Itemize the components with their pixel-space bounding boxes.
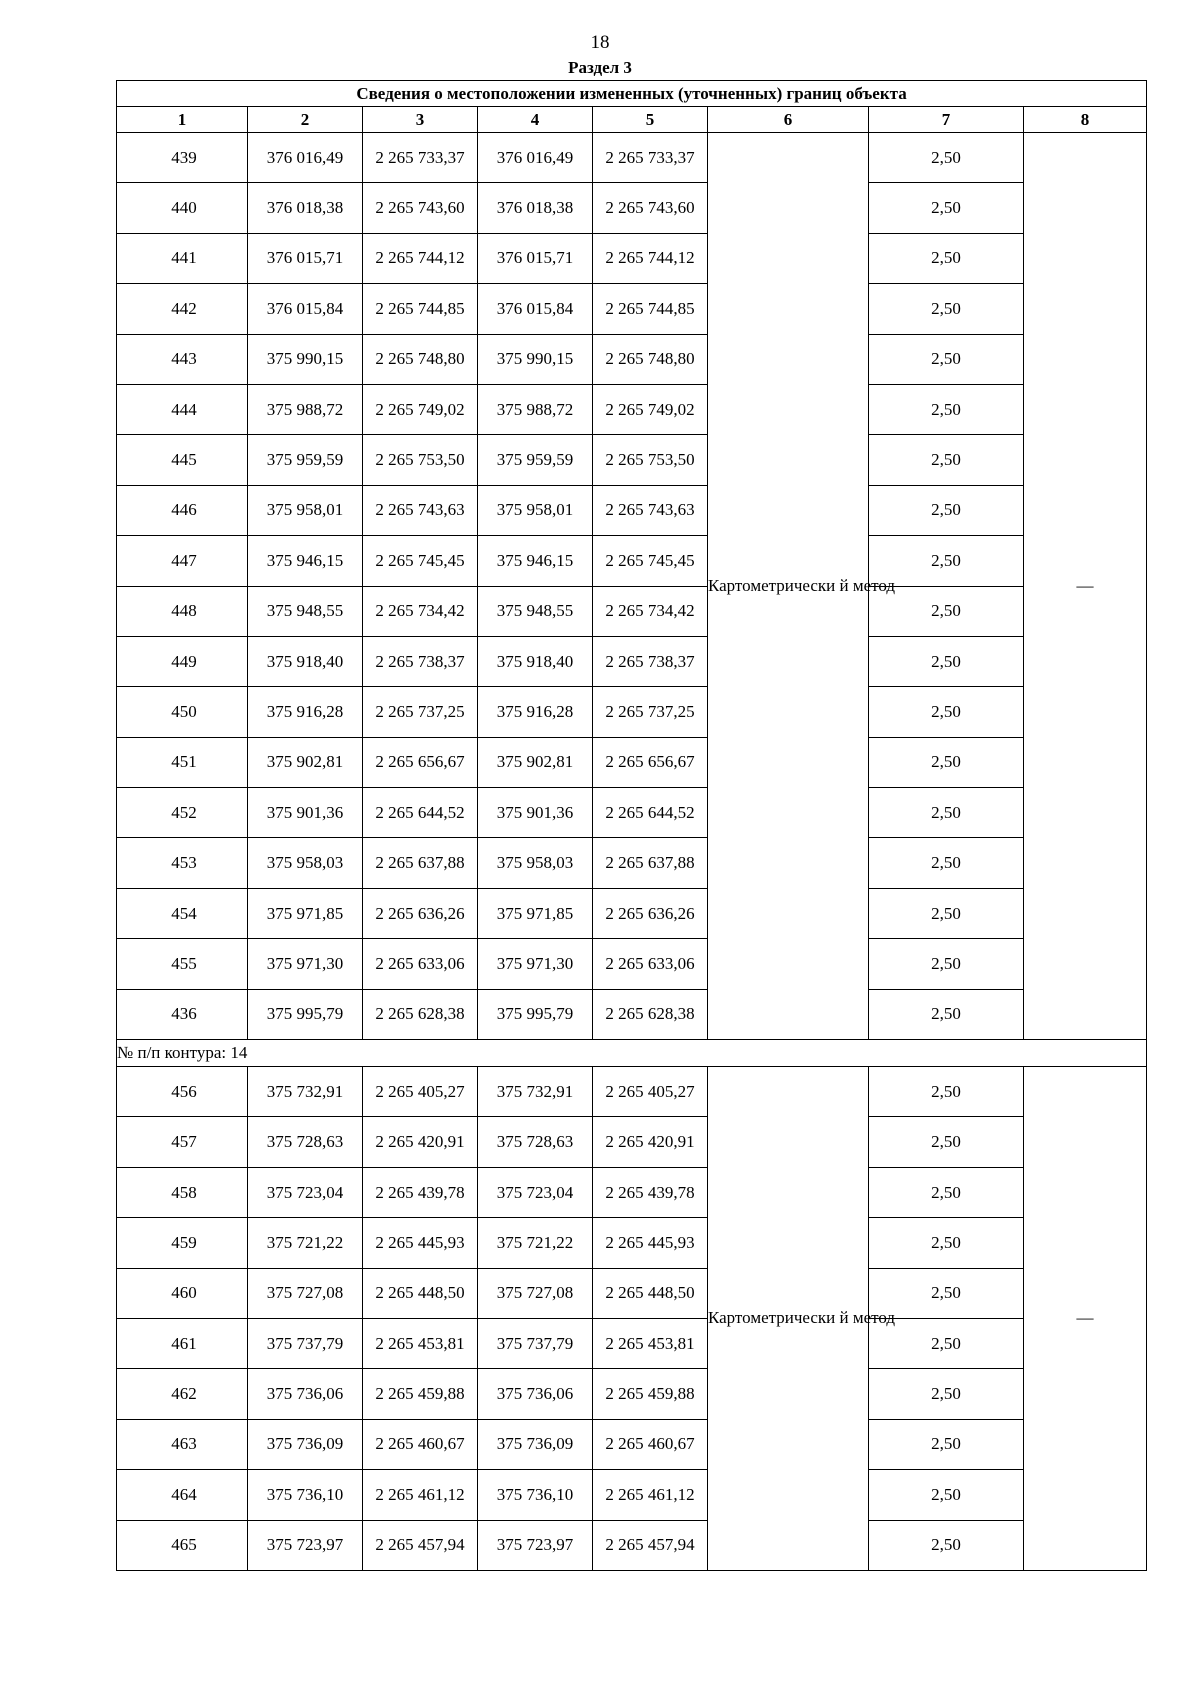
x-new-cell: 375 736,10	[478, 1470, 593, 1520]
y-new-cell: 2 265 453,81	[593, 1318, 708, 1368]
x-new-cell: 375 958,01	[478, 485, 593, 535]
y-new-cell: 2 265 445,93	[593, 1218, 708, 1268]
table-row	[117, 1117, 1147, 1167]
table-row	[117, 334, 1147, 384]
point-number-cell: 446	[117, 485, 248, 535]
precision-cell: 2,50	[869, 1470, 1024, 1520]
y-new-cell: 2 265 628,38	[593, 989, 708, 1039]
x-new-cell: 375 946,15	[478, 536, 593, 586]
x-existing-cell: 375 732,91	[248, 1067, 363, 1117]
point-number-cell: 454	[117, 888, 248, 938]
precision-cell: 2,50	[869, 888, 1024, 938]
point-number-cell: 460	[117, 1268, 248, 1318]
table-title: Сведения о местоположении измененных (уточненных) границ объекта	[117, 81, 1147, 107]
y-new-cell: 2 265 733,37	[593, 133, 708, 183]
y-new-cell: 2 265 637,88	[593, 838, 708, 888]
table-row	[117, 1268, 1147, 1318]
y-existing-cell: 2 265 453,81	[363, 1318, 478, 1368]
x-new-cell: 375 971,30	[478, 939, 593, 989]
x-new-cell: 375 723,97	[478, 1520, 593, 1570]
x-existing-cell: 375 736,09	[248, 1419, 363, 1469]
y-existing-cell: 2 265 628,38	[363, 989, 478, 1039]
point-number-cell: 443	[117, 334, 248, 384]
point-number-cell: 456	[117, 1067, 248, 1117]
x-new-cell: 375 732,91	[478, 1067, 593, 1117]
x-existing-cell: 375 958,03	[248, 838, 363, 888]
table-row	[117, 687, 1147, 737]
x-new-cell: 375 737,79	[478, 1318, 593, 1368]
table-row	[117, 1419, 1147, 1469]
y-existing-cell: 2 265 734,42	[363, 586, 478, 636]
y-existing-cell: 2 265 459,88	[363, 1369, 478, 1419]
x-new-cell: 375 916,28	[478, 687, 593, 737]
y-existing-cell: 2 265 743,60	[363, 183, 478, 233]
x-existing-cell: 375 727,08	[248, 1268, 363, 1318]
table-row	[117, 233, 1147, 283]
y-new-cell: 2 265 734,42	[593, 586, 708, 636]
column-number: 5	[593, 107, 708, 133]
y-new-cell: 2 265 749,02	[593, 384, 708, 434]
table-row	[117, 1218, 1147, 1268]
precision-cell: 2,50	[869, 435, 1024, 485]
point-number-cell: 449	[117, 636, 248, 686]
table-row	[117, 1520, 1147, 1570]
y-existing-cell: 2 265 461,12	[363, 1470, 478, 1520]
precision-cell: 2,50	[869, 284, 1024, 334]
coordinates-table	[116, 80, 1147, 1571]
y-existing-cell: 2 265 753,50	[363, 435, 478, 485]
precision-cell: 2,50	[869, 636, 1024, 686]
x-existing-cell: 375 958,01	[248, 485, 363, 535]
contour-label-row	[117, 1040, 1147, 1067]
table-row	[117, 1318, 1147, 1368]
x-new-cell: 375 901,36	[478, 788, 593, 838]
x-new-cell: 375 727,08	[478, 1268, 593, 1318]
point-number-cell: 464	[117, 1470, 248, 1520]
point-number-cell: 457	[117, 1117, 248, 1167]
point-number-cell: 439	[117, 133, 248, 183]
x-new-cell: 375 995,79	[478, 989, 593, 1039]
y-existing-cell: 2 265 637,88	[363, 838, 478, 888]
precision-cell: 2,50	[869, 1117, 1024, 1167]
y-new-cell: 2 265 737,25	[593, 687, 708, 737]
x-existing-cell: 375 723,97	[248, 1520, 363, 1570]
x-new-cell: 376 015,84	[478, 284, 593, 334]
x-existing-cell: 375 971,85	[248, 888, 363, 938]
y-existing-cell: 2 265 460,67	[363, 1419, 478, 1469]
y-existing-cell: 2 265 656,67	[363, 737, 478, 787]
y-existing-cell: 2 265 439,78	[363, 1167, 478, 1217]
table-row	[117, 133, 1147, 183]
point-number-cell: 462	[117, 1369, 248, 1419]
y-new-cell: 2 265 633,06	[593, 939, 708, 989]
x-new-cell: 375 971,85	[478, 888, 593, 938]
y-new-cell: 2 265 439,78	[593, 1167, 708, 1217]
precision-cell: 2,50	[869, 687, 1024, 737]
x-existing-cell: 375 736,06	[248, 1369, 363, 1419]
table-row	[117, 586, 1147, 636]
x-new-cell: 375 990,15	[478, 334, 593, 384]
y-new-cell: 2 265 460,67	[593, 1419, 708, 1469]
point-number-cell: 440	[117, 183, 248, 233]
column-number: 3	[363, 107, 478, 133]
precision-cell: 2,50	[869, 1419, 1024, 1469]
x-existing-cell: 375 902,81	[248, 737, 363, 787]
y-existing-cell: 2 265 636,26	[363, 888, 478, 938]
table-row	[117, 536, 1147, 586]
x-new-cell: 375 736,06	[478, 1369, 593, 1419]
precision-cell: 2,50	[869, 183, 1024, 233]
column-number: 8	[1024, 107, 1147, 133]
page-number: 18	[590, 32, 610, 53]
precision-cell: 2,50	[869, 586, 1024, 636]
y-existing-cell: 2 265 745,45	[363, 536, 478, 586]
table-row	[117, 485, 1147, 535]
y-existing-cell: 2 265 748,80	[363, 334, 478, 384]
y-existing-cell: 2 265 445,93	[363, 1218, 478, 1268]
column-number: 4	[478, 107, 593, 133]
y-new-cell: 2 265 420,91	[593, 1117, 708, 1167]
table-row	[117, 435, 1147, 485]
x-new-cell: 375 948,55	[478, 586, 593, 636]
section-title: Раздел 3	[568, 58, 632, 77]
column-number-row	[117, 107, 1147, 133]
y-existing-cell: 2 265 738,37	[363, 636, 478, 686]
x-existing-cell: 375 728,63	[248, 1117, 363, 1167]
table-row	[117, 1369, 1147, 1419]
x-new-cell: 375 902,81	[478, 737, 593, 787]
precision-cell: 2,50	[869, 1218, 1024, 1268]
precision-cell: 2,50	[869, 233, 1024, 283]
x-existing-cell: 376 016,49	[248, 133, 363, 183]
y-existing-cell: 2 265 457,94	[363, 1520, 478, 1570]
precision-cell: 2,50	[869, 334, 1024, 384]
point-number-cell: 463	[117, 1419, 248, 1469]
column-number: 6	[708, 107, 869, 133]
point-number-cell: 455	[117, 939, 248, 989]
precision-cell: 2,50	[869, 1318, 1024, 1368]
point-number-cell: 448	[117, 586, 248, 636]
precision-cell: 2,50	[869, 384, 1024, 434]
x-existing-cell: 375 971,30	[248, 939, 363, 989]
table-row	[117, 888, 1147, 938]
y-new-cell: 2 265 636,26	[593, 888, 708, 938]
y-new-cell: 2 265 459,88	[593, 1369, 708, 1419]
point-number-cell: 452	[117, 788, 248, 838]
point-number-cell: 461	[117, 1318, 248, 1368]
point-number-cell: 444	[117, 384, 248, 434]
x-new-cell: 376 015,71	[478, 233, 593, 283]
precision-cell: 2,50	[869, 485, 1024, 535]
precision-cell: 2,50	[869, 536, 1024, 586]
y-existing-cell: 2 265 448,50	[363, 1268, 478, 1318]
column-number: 1	[117, 107, 248, 133]
precision-cell: 2,50	[869, 1067, 1024, 1117]
x-existing-cell: 375 723,04	[248, 1167, 363, 1217]
point-number-cell: 458	[117, 1167, 248, 1217]
table-row	[117, 989, 1147, 1039]
table-row	[117, 636, 1147, 686]
x-new-cell: 375 988,72	[478, 384, 593, 434]
y-existing-cell: 2 265 405,27	[363, 1067, 478, 1117]
column-8-cell: —	[1024, 1067, 1147, 1571]
x-new-cell: 375 959,59	[478, 435, 593, 485]
column-number: 7	[869, 107, 1024, 133]
table-row	[117, 183, 1147, 233]
y-new-cell: 2 265 644,52	[593, 788, 708, 838]
precision-cell: 2,50	[869, 133, 1024, 183]
y-new-cell: 2 265 745,45	[593, 536, 708, 586]
y-existing-cell: 2 265 633,06	[363, 939, 478, 989]
table-body	[117, 133, 1147, 1571]
x-new-cell: 376 016,49	[478, 133, 593, 183]
y-existing-cell: 2 265 749,02	[363, 384, 478, 434]
x-existing-cell: 375 901,36	[248, 788, 363, 838]
point-number-cell: 442	[117, 284, 248, 334]
y-new-cell: 2 265 753,50	[593, 435, 708, 485]
y-existing-cell: 2 265 743,63	[363, 485, 478, 535]
y-new-cell: 2 265 457,94	[593, 1520, 708, 1570]
point-number-cell: 447	[117, 536, 248, 586]
precision-cell: 2,50	[869, 788, 1024, 838]
x-new-cell: 375 736,09	[478, 1419, 593, 1469]
x-existing-cell: 375 948,55	[248, 586, 363, 636]
column-8-cell: —	[1024, 133, 1147, 1040]
table-row	[117, 939, 1147, 989]
y-existing-cell: 2 265 733,37	[363, 133, 478, 183]
table-row	[117, 1167, 1147, 1217]
precision-cell: 2,50	[869, 1369, 1024, 1419]
table-row	[117, 737, 1147, 787]
method-cell: Картометрически й метод	[708, 1067, 869, 1571]
point-number-cell: 465	[117, 1520, 248, 1570]
precision-cell: 2,50	[869, 1167, 1024, 1217]
contour-label: № п/п контура: 14	[117, 1040, 1147, 1067]
x-existing-cell: 375 959,59	[248, 435, 363, 485]
x-existing-cell: 376 015,84	[248, 284, 363, 334]
x-existing-cell: 375 918,40	[248, 636, 363, 686]
table-row	[117, 284, 1147, 334]
point-number-cell: 436	[117, 989, 248, 1039]
x-new-cell: 375 721,22	[478, 1218, 593, 1268]
table-row	[117, 838, 1147, 888]
table-row	[117, 384, 1147, 434]
y-new-cell: 2 265 448,50	[593, 1268, 708, 1318]
x-existing-cell: 375 721,22	[248, 1218, 363, 1268]
x-new-cell: 376 018,38	[478, 183, 593, 233]
y-new-cell: 2 265 461,12	[593, 1470, 708, 1520]
point-number-cell: 450	[117, 687, 248, 737]
precision-cell: 2,50	[869, 1520, 1024, 1570]
x-existing-cell: 375 990,15	[248, 334, 363, 384]
method-cell: Картометрически й метод	[708, 133, 869, 1040]
point-number-cell: 445	[117, 435, 248, 485]
y-existing-cell: 2 265 420,91	[363, 1117, 478, 1167]
y-new-cell: 2 265 656,67	[593, 737, 708, 787]
table-row	[117, 1470, 1147, 1520]
y-new-cell: 2 265 405,27	[593, 1067, 708, 1117]
y-new-cell: 2 265 744,12	[593, 233, 708, 283]
x-existing-cell: 375 736,10	[248, 1470, 363, 1520]
x-existing-cell: 375 916,28	[248, 687, 363, 737]
point-number-cell: 453	[117, 838, 248, 888]
precision-cell: 2,50	[869, 939, 1024, 989]
y-new-cell: 2 265 743,63	[593, 485, 708, 535]
y-existing-cell: 2 265 744,12	[363, 233, 478, 283]
y-existing-cell: 2 265 737,25	[363, 687, 478, 737]
precision-cell: 2,50	[869, 1268, 1024, 1318]
point-number-cell: 459	[117, 1218, 248, 1268]
x-new-cell: 375 918,40	[478, 636, 593, 686]
point-number-cell: 441	[117, 233, 248, 283]
y-existing-cell: 2 265 744,85	[363, 284, 478, 334]
y-new-cell: 2 265 743,60	[593, 183, 708, 233]
table-row	[117, 1067, 1147, 1117]
table-row	[117, 788, 1147, 838]
x-new-cell: 375 723,04	[478, 1167, 593, 1217]
point-number-cell: 451	[117, 737, 248, 787]
precision-cell: 2,50	[869, 989, 1024, 1039]
x-existing-cell: 376 018,38	[248, 183, 363, 233]
x-existing-cell: 375 946,15	[248, 536, 363, 586]
precision-cell: 2,50	[869, 737, 1024, 787]
precision-cell: 2,50	[869, 838, 1024, 888]
y-existing-cell: 2 265 644,52	[363, 788, 478, 838]
y-new-cell: 2 265 738,37	[593, 636, 708, 686]
x-existing-cell: 375 988,72	[248, 384, 363, 434]
x-existing-cell: 375 995,79	[248, 989, 363, 1039]
y-new-cell: 2 265 748,80	[593, 334, 708, 384]
column-number: 2	[248, 107, 363, 133]
x-new-cell: 375 958,03	[478, 838, 593, 888]
x-new-cell: 375 728,63	[478, 1117, 593, 1167]
y-new-cell: 2 265 744,85	[593, 284, 708, 334]
x-existing-cell: 375 737,79	[248, 1318, 363, 1368]
x-existing-cell: 376 015,71	[248, 233, 363, 283]
